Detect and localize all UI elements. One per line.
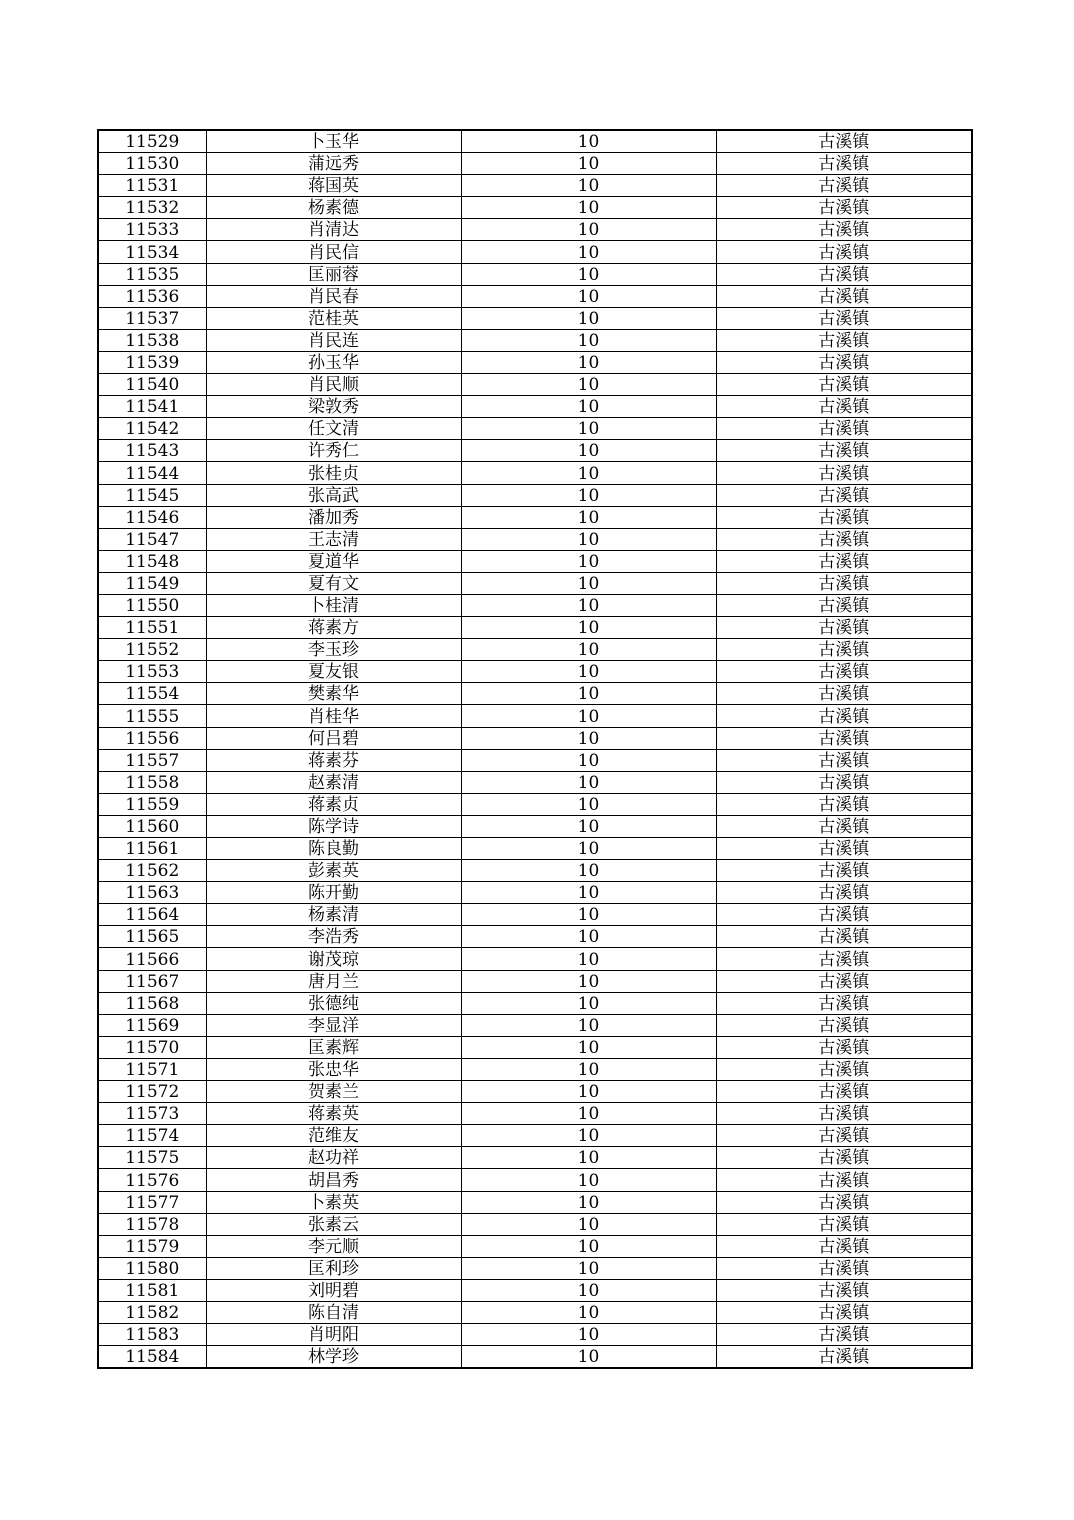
table-row — [98, 1346, 972, 1369]
row-number-cell: 11559 — [98, 793, 206, 815]
name-cell: 潘加秀 — [206, 506, 461, 528]
row-number-cell: 11540 — [98, 374, 206, 396]
table-row — [98, 1147, 972, 1169]
amount-cell: 10 — [461, 639, 716, 661]
name-cell: 蒋素英 — [206, 1103, 461, 1125]
row-number-cell: 11531 — [98, 175, 206, 197]
amount-cell: 10 — [461, 329, 716, 351]
name-cell: 何吕碧 — [206, 727, 461, 749]
amount-cell: 10 — [461, 219, 716, 241]
town-cell: 古溪镇 — [716, 617, 972, 639]
town-cell: 古溪镇 — [716, 263, 972, 285]
town-cell: 古溪镇 — [716, 1014, 972, 1036]
town-cell: 古溪镇 — [716, 440, 972, 462]
table-row — [98, 462, 972, 484]
table-row — [98, 838, 972, 860]
table-row — [98, 153, 972, 175]
row-number-cell: 11533 — [98, 219, 206, 241]
roster-table — [97, 129, 973, 1369]
town-cell: 古溪镇 — [716, 838, 972, 860]
name-cell: 许秀仁 — [206, 440, 461, 462]
table-row — [98, 1191, 972, 1213]
amount-cell: 10 — [461, 882, 716, 904]
row-number-cell: 11566 — [98, 948, 206, 970]
table-row — [98, 1213, 972, 1235]
row-number-cell: 11538 — [98, 329, 206, 351]
table-row — [98, 727, 972, 749]
table-row — [98, 440, 972, 462]
town-cell: 古溪镇 — [716, 175, 972, 197]
town-cell: 古溪镇 — [716, 1213, 972, 1235]
amount-cell: 10 — [461, 418, 716, 440]
table-row — [98, 484, 972, 506]
name-cell: 陈开勤 — [206, 882, 461, 904]
amount-cell: 10 — [461, 263, 716, 285]
table-row — [98, 970, 972, 992]
town-cell: 古溪镇 — [716, 1058, 972, 1080]
name-cell: 卜玉华 — [206, 130, 461, 153]
town-cell: 古溪镇 — [716, 815, 972, 837]
town-cell: 古溪镇 — [716, 639, 972, 661]
table-row — [98, 197, 972, 219]
name-cell: 肖民连 — [206, 329, 461, 351]
amount-cell: 10 — [461, 904, 716, 926]
name-cell: 夏友银 — [206, 661, 461, 683]
table-row — [98, 1301, 972, 1323]
name-cell: 蒋素芬 — [206, 749, 461, 771]
name-cell: 谢茂琼 — [206, 948, 461, 970]
amount-cell: 10 — [461, 727, 716, 749]
amount-cell: 10 — [461, 528, 716, 550]
town-cell: 古溪镇 — [716, 1279, 972, 1301]
town-cell: 古溪镇 — [716, 793, 972, 815]
name-cell: 肖民春 — [206, 285, 461, 307]
town-cell: 古溪镇 — [716, 948, 972, 970]
town-cell: 古溪镇 — [716, 462, 972, 484]
name-cell: 杨素清 — [206, 904, 461, 926]
name-cell: 蒋素方 — [206, 617, 461, 639]
row-number-cell: 11534 — [98, 241, 206, 263]
name-cell: 梁敦秀 — [206, 396, 461, 418]
name-cell: 赵功祥 — [206, 1147, 461, 1169]
table-row — [98, 749, 972, 771]
row-number-cell: 11571 — [98, 1058, 206, 1080]
row-number-cell: 11579 — [98, 1235, 206, 1257]
name-cell: 张高武 — [206, 484, 461, 506]
table-row — [98, 351, 972, 373]
amount-cell: 10 — [461, 1257, 716, 1279]
row-number-cell: 11535 — [98, 263, 206, 285]
town-cell: 古溪镇 — [716, 661, 972, 683]
amount-cell: 10 — [461, 771, 716, 793]
name-cell: 李浩秀 — [206, 926, 461, 948]
table-row — [98, 1235, 972, 1257]
town-cell: 古溪镇 — [716, 130, 972, 153]
name-cell: 卜桂清 — [206, 594, 461, 616]
name-cell: 杨素德 — [206, 197, 461, 219]
row-number-cell: 11536 — [98, 285, 206, 307]
name-cell: 肖清达 — [206, 219, 461, 241]
amount-cell: 10 — [461, 1191, 716, 1213]
name-cell: 赵素清 — [206, 771, 461, 793]
row-number-cell: 11546 — [98, 506, 206, 528]
name-cell: 夏道华 — [206, 550, 461, 572]
name-cell: 张德纯 — [206, 992, 461, 1014]
table-row — [98, 594, 972, 616]
town-cell: 古溪镇 — [716, 219, 972, 241]
table-row — [98, 1257, 972, 1279]
table-row — [98, 329, 972, 351]
name-cell: 李玉珍 — [206, 639, 461, 661]
town-cell: 古溪镇 — [716, 484, 972, 506]
name-cell: 陈自清 — [206, 1301, 461, 1323]
name-cell: 胡昌秀 — [206, 1169, 461, 1191]
table-row — [98, 1279, 972, 1301]
amount-cell: 10 — [461, 197, 716, 219]
town-cell: 古溪镇 — [716, 1235, 972, 1257]
table-row — [98, 815, 972, 837]
row-number-cell: 11570 — [98, 1036, 206, 1058]
row-number-cell: 11543 — [98, 440, 206, 462]
row-number-cell: 11553 — [98, 661, 206, 683]
table-row — [98, 948, 972, 970]
row-number-cell: 11550 — [98, 594, 206, 616]
amount-cell: 10 — [461, 705, 716, 727]
row-number-cell: 11542 — [98, 418, 206, 440]
name-cell: 唐月兰 — [206, 970, 461, 992]
amount-cell: 10 — [461, 307, 716, 329]
table-row — [98, 285, 972, 307]
name-cell: 刘明碧 — [206, 1279, 461, 1301]
row-number-cell: 11574 — [98, 1125, 206, 1147]
row-number-cell: 11575 — [98, 1147, 206, 1169]
table-row — [98, 705, 972, 727]
town-cell: 古溪镇 — [716, 1169, 972, 1191]
town-cell: 古溪镇 — [716, 970, 972, 992]
table-row — [98, 241, 972, 263]
amount-cell: 10 — [461, 462, 716, 484]
name-cell: 蒋素贞 — [206, 793, 461, 815]
town-cell: 古溪镇 — [716, 594, 972, 616]
row-number-cell: 11577 — [98, 1191, 206, 1213]
amount-cell: 10 — [461, 992, 716, 1014]
name-cell: 肖桂华 — [206, 705, 461, 727]
row-number-cell: 11544 — [98, 462, 206, 484]
row-number-cell: 11582 — [98, 1301, 206, 1323]
row-number-cell: 11548 — [98, 550, 206, 572]
name-cell: 陈学诗 — [206, 815, 461, 837]
name-cell: 樊素华 — [206, 683, 461, 705]
amount-cell: 10 — [461, 683, 716, 705]
table-row — [98, 130, 972, 153]
town-cell: 古溪镇 — [716, 307, 972, 329]
amount-cell: 10 — [461, 374, 716, 396]
table-row — [98, 1324, 972, 1346]
town-cell: 古溪镇 — [716, 1324, 972, 1346]
row-number-cell: 11569 — [98, 1014, 206, 1036]
name-cell: 匡丽蓉 — [206, 263, 461, 285]
amount-cell: 10 — [461, 926, 716, 948]
row-number-cell: 11567 — [98, 970, 206, 992]
row-number-cell: 11551 — [98, 617, 206, 639]
name-cell: 肖民顺 — [206, 374, 461, 396]
table-row — [98, 793, 972, 815]
table-row — [98, 175, 972, 197]
table-row — [98, 992, 972, 1014]
row-number-cell: 11561 — [98, 838, 206, 860]
row-number-cell: 11530 — [98, 153, 206, 175]
table-row — [98, 882, 972, 904]
amount-cell: 10 — [461, 1235, 716, 1257]
row-number-cell: 11549 — [98, 572, 206, 594]
amount-cell: 10 — [461, 1213, 716, 1235]
row-number-cell: 11580 — [98, 1257, 206, 1279]
amount-cell: 10 — [461, 617, 716, 639]
table-row — [98, 550, 972, 572]
row-number-cell: 11537 — [98, 307, 206, 329]
town-cell: 古溪镇 — [716, 329, 972, 351]
name-cell: 夏有文 — [206, 572, 461, 594]
table-row — [98, 904, 972, 926]
town-cell: 古溪镇 — [716, 1081, 972, 1103]
town-cell: 古溪镇 — [716, 1346, 972, 1369]
name-cell: 李显洋 — [206, 1014, 461, 1036]
name-cell: 肖民信 — [206, 241, 461, 263]
town-cell: 古溪镇 — [716, 705, 972, 727]
name-cell: 陈良勤 — [206, 838, 461, 860]
name-cell: 孙玉华 — [206, 351, 461, 373]
row-number-cell: 11558 — [98, 771, 206, 793]
amount-cell: 10 — [461, 1125, 716, 1147]
amount-cell: 10 — [461, 970, 716, 992]
row-number-cell: 11547 — [98, 528, 206, 550]
town-cell: 古溪镇 — [716, 572, 972, 594]
town-cell: 古溪镇 — [716, 992, 972, 1014]
amount-cell: 10 — [461, 1147, 716, 1169]
row-number-cell: 11565 — [98, 926, 206, 948]
town-cell: 古溪镇 — [716, 771, 972, 793]
amount-cell: 10 — [461, 484, 716, 506]
town-cell: 古溪镇 — [716, 1301, 972, 1323]
table-row — [98, 396, 972, 418]
row-number-cell: 11560 — [98, 815, 206, 837]
row-number-cell: 11583 — [98, 1324, 206, 1346]
table-row — [98, 683, 972, 705]
amount-cell: 10 — [461, 948, 716, 970]
table-row — [98, 219, 972, 241]
name-cell: 蒲远秀 — [206, 153, 461, 175]
row-number-cell: 11545 — [98, 484, 206, 506]
row-number-cell: 11554 — [98, 683, 206, 705]
row-number-cell: 11572 — [98, 1081, 206, 1103]
name-cell: 林学珍 — [206, 1346, 461, 1369]
amount-cell: 10 — [461, 572, 716, 594]
row-number-cell: 11552 — [98, 639, 206, 661]
amount-cell: 10 — [461, 130, 716, 153]
town-cell: 古溪镇 — [716, 528, 972, 550]
row-number-cell: 11563 — [98, 882, 206, 904]
amount-cell: 10 — [461, 661, 716, 683]
town-cell: 古溪镇 — [716, 396, 972, 418]
town-cell: 古溪镇 — [716, 197, 972, 219]
table-row — [98, 506, 972, 528]
town-cell: 古溪镇 — [716, 1257, 972, 1279]
row-number-cell: 11568 — [98, 992, 206, 1014]
amount-cell: 10 — [461, 351, 716, 373]
row-number-cell: 11555 — [98, 705, 206, 727]
name-cell: 王志清 — [206, 528, 461, 550]
amount-cell: 10 — [461, 860, 716, 882]
town-cell: 古溪镇 — [716, 904, 972, 926]
amount-cell: 10 — [461, 175, 716, 197]
table-row — [98, 639, 972, 661]
amount-cell: 10 — [461, 1169, 716, 1191]
town-cell: 古溪镇 — [716, 351, 972, 373]
name-cell: 任文清 — [206, 418, 461, 440]
town-cell: 古溪镇 — [716, 926, 972, 948]
name-cell: 李元顺 — [206, 1235, 461, 1257]
row-number-cell: 11573 — [98, 1103, 206, 1125]
name-cell: 范桂英 — [206, 307, 461, 329]
row-number-cell: 11576 — [98, 1169, 206, 1191]
table-row — [98, 374, 972, 396]
row-number-cell: 11532 — [98, 197, 206, 219]
amount-cell: 10 — [461, 241, 716, 263]
amount-cell: 10 — [461, 594, 716, 616]
roster-table-body — [98, 130, 972, 1368]
amount-cell: 10 — [461, 1058, 716, 1080]
row-number-cell: 11556 — [98, 727, 206, 749]
name-cell: 匡利珍 — [206, 1257, 461, 1279]
row-number-cell: 11539 — [98, 351, 206, 373]
name-cell: 肖明阳 — [206, 1324, 461, 1346]
amount-cell: 10 — [461, 1103, 716, 1125]
town-cell: 古溪镇 — [716, 506, 972, 528]
town-cell: 古溪镇 — [716, 683, 972, 705]
table-row — [98, 263, 972, 285]
table-row — [98, 307, 972, 329]
amount-cell: 10 — [461, 1081, 716, 1103]
amount-cell: 10 — [461, 1301, 716, 1323]
amount-cell: 10 — [461, 838, 716, 860]
name-cell: 彭素英 — [206, 860, 461, 882]
town-cell: 古溪镇 — [716, 550, 972, 572]
row-number-cell: 11541 — [98, 396, 206, 418]
amount-cell: 10 — [461, 285, 716, 307]
name-cell: 范维友 — [206, 1125, 461, 1147]
amount-cell: 10 — [461, 550, 716, 572]
amount-cell: 10 — [461, 506, 716, 528]
name-cell: 匡素辉 — [206, 1036, 461, 1058]
amount-cell: 10 — [461, 1346, 716, 1369]
amount-cell: 10 — [461, 749, 716, 771]
town-cell: 古溪镇 — [716, 1103, 972, 1125]
row-number-cell: 11564 — [98, 904, 206, 926]
name-cell: 张忠华 — [206, 1058, 461, 1080]
table-row — [98, 1036, 972, 1058]
name-cell: 张素云 — [206, 1213, 461, 1235]
table-row — [98, 926, 972, 948]
amount-cell: 10 — [461, 440, 716, 462]
row-number-cell: 11578 — [98, 1213, 206, 1235]
table-row — [98, 771, 972, 793]
table-row — [98, 528, 972, 550]
town-cell: 古溪镇 — [716, 1125, 972, 1147]
amount-cell: 10 — [461, 1036, 716, 1058]
table-row — [98, 572, 972, 594]
row-number-cell: 11581 — [98, 1279, 206, 1301]
amount-cell: 10 — [461, 1014, 716, 1036]
town-cell: 古溪镇 — [716, 285, 972, 307]
table-row — [98, 617, 972, 639]
amount-cell: 10 — [461, 1324, 716, 1346]
name-cell: 卜素英 — [206, 1191, 461, 1213]
town-cell: 古溪镇 — [716, 374, 972, 396]
town-cell: 古溪镇 — [716, 1191, 972, 1213]
table-row — [98, 1081, 972, 1103]
town-cell: 古溪镇 — [716, 882, 972, 904]
town-cell: 古溪镇 — [716, 860, 972, 882]
town-cell: 古溪镇 — [716, 1147, 972, 1169]
amount-cell: 10 — [461, 793, 716, 815]
amount-cell: 10 — [461, 1279, 716, 1301]
table-row — [98, 1125, 972, 1147]
town-cell: 古溪镇 — [716, 418, 972, 440]
name-cell: 蒋国英 — [206, 175, 461, 197]
table-row — [98, 860, 972, 882]
table-row — [98, 418, 972, 440]
table-row — [98, 1058, 972, 1080]
amount-cell: 10 — [461, 153, 716, 175]
name-cell: 贺素兰 — [206, 1081, 461, 1103]
table-row — [98, 1014, 972, 1036]
table-row — [98, 1103, 972, 1125]
row-number-cell: 11562 — [98, 860, 206, 882]
row-number-cell: 11584 — [98, 1346, 206, 1369]
town-cell: 古溪镇 — [716, 1036, 972, 1058]
name-cell: 张桂贞 — [206, 462, 461, 484]
row-number-cell: 11529 — [98, 130, 206, 153]
table-row — [98, 1169, 972, 1191]
amount-cell: 10 — [461, 815, 716, 837]
town-cell: 古溪镇 — [716, 727, 972, 749]
town-cell: 古溪镇 — [716, 749, 972, 771]
town-cell: 古溪镇 — [716, 153, 972, 175]
table-row — [98, 661, 972, 683]
row-number-cell: 11557 — [98, 749, 206, 771]
amount-cell: 10 — [461, 396, 716, 418]
town-cell: 古溪镇 — [716, 241, 972, 263]
